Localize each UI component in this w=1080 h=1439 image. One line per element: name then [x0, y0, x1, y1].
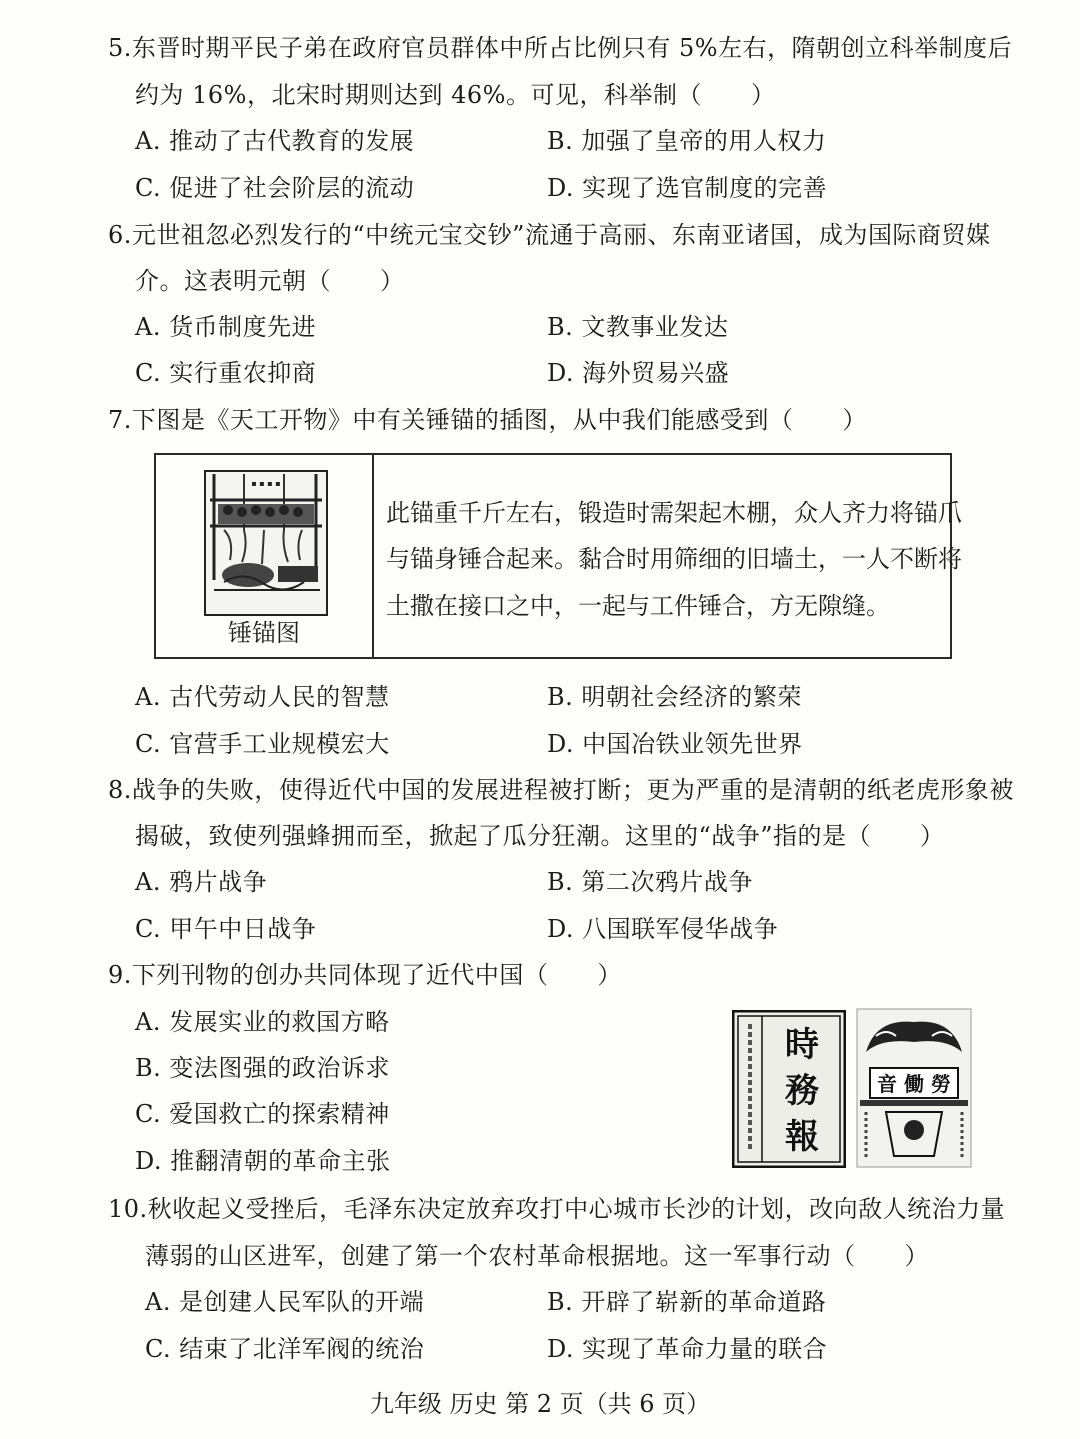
q8-option-a[interactable]: A. 鸦片战争: [135, 868, 268, 896]
q5-option-c[interactable]: C. 促进了社会阶层的流动: [135, 174, 415, 202]
q10-option-b[interactable]: B. 开辟了崭新的革命道路: [547, 1288, 827, 1316]
shiwubao-title-char2: 務: [785, 1071, 819, 1111]
figure-divider: [372, 455, 374, 657]
q10-stem-text: 秋收起义受挫后，毛泽东决定放弃攻打中心城市长沙的计划，改向敌人统治力量: [147, 1195, 1006, 1223]
q6-option-c[interactable]: C. 实行重农抑商: [135, 359, 317, 387]
q8-option-b[interactable]: B. 第二次鸦片战争: [547, 868, 753, 896]
q9-option-a[interactable]: A. 发展实业的救国方略: [135, 1008, 390, 1036]
figure-text-line2: 与锚身锤合起来。黏合时用筛细的旧墙土，一人不断将: [386, 545, 962, 573]
svg-text:▪ ▪ ▪ ▪: ▪ ▪ ▪ ▪: [251, 479, 281, 488]
q10-stem-line2: 薄弱的山区进军，创建了第一个农村革命根据地。这一军事行动（ ）: [145, 1242, 929, 1270]
q10-stem-line1: [108, 1193, 1005, 1225]
q9-number: 9.: [108, 961, 132, 989]
q6-number: 6.: [108, 221, 132, 249]
q10-option-d[interactable]: D. 实现了革命力量的联合: [547, 1335, 828, 1363]
q8-number: 8.: [108, 776, 132, 804]
laodongyin-title: 音 働 勞: [877, 1072, 951, 1096]
page-footer: 九年级 历史 第 2 页（共 6 页）: [369, 1390, 711, 1418]
q7-stem-text: 下图是《天工开物》中有关锤锚的插图，从中我们能感受到（ ）: [131, 406, 867, 434]
q9-stem-line1: [108, 959, 622, 991]
figure-text-line3: 土撒在接口之中，一起与工件锤合，方无隙缝。: [386, 592, 890, 620]
q8-stem-text: 战争的失败，使得近代中国的发展进程被打断；更为严重的是清朝的纸老虎形象被: [131, 776, 1014, 804]
q5-option-d[interactable]: D. 实现了选官制度的完善: [547, 174, 828, 202]
q5-option-a[interactable]: A. 推动了古代教育的发展: [135, 127, 415, 155]
shiwubao-title-char3: 報: [785, 1117, 819, 1157]
q7-figure-box: [154, 453, 962, 659]
q10-option-c[interactable]: C. 结束了北洋军阀的统治: [145, 1335, 425, 1363]
q7-option-d[interactable]: D. 中国冶铁业领先世界: [547, 730, 803, 758]
figure-caption: 锤锚图: [228, 619, 300, 647]
laodongyin-newspaper-image: [856, 1008, 972, 1168]
q6-option-b[interactable]: B. 文教事业发达: [547, 313, 729, 341]
q8-option-c[interactable]: C. 甲午中日战争: [135, 915, 317, 943]
q7-option-c[interactable]: C. 官营手工业规模宏大: [135, 730, 390, 758]
q7-stem-line1: [108, 404, 867, 436]
q5-number: 5.: [108, 34, 132, 62]
q5-stem-line1: [108, 32, 1012, 64]
q8-stem-line1: [108, 774, 1014, 806]
q6-stem-line2: 介。这表明元朝（ ）: [135, 267, 405, 295]
q9-option-c[interactable]: C. 爱国救亡的探索精神: [135, 1100, 390, 1128]
q9-stem-text: 下列刊物的创办共同体现了近代中国（ ）: [131, 961, 622, 989]
q7-number: 7.: [108, 406, 132, 434]
q6-option-d[interactable]: D. 海外贸易兴盛: [547, 359, 730, 387]
q5-stem-text: 东晋时期平民子弟在政府官员群体中所占比例只有 5%左右，隋朝创立科举制度后: [131, 34, 1013, 62]
q9-option-d[interactable]: D. 推翻清朝的革命主张: [135, 1147, 391, 1175]
q6-stem-text: 元世祖忽必烈发行的“中统元宝交钞”流通于高丽、东南亚诸国，成为国际商贸媒: [131, 221, 991, 249]
q6-option-a[interactable]: A. 货币制度先进: [135, 313, 317, 341]
q8-stem-line2: 揭破，致使列强蜂拥而至，掀起了瓜分狂潮。这里的“战争”指的是（ ）: [135, 822, 945, 850]
anchor-forging-illustration: [204, 470, 328, 616]
q6-stem-line1: [108, 219, 990, 251]
q7-option-a[interactable]: A. 古代劳动人民的智慧: [135, 683, 390, 711]
q10-number: 10.: [108, 1195, 148, 1223]
shiwubao-newspaper-image: [732, 1010, 846, 1168]
q9-option-b[interactable]: B. 变法图强的政治诉求: [135, 1054, 390, 1082]
q5-option-b[interactable]: B. 加强了皇帝的用人权力: [547, 127, 827, 155]
q10-option-a[interactable]: A. 是创建人民军队的开端: [145, 1288, 425, 1316]
q8-option-d[interactable]: D. 八国联军侵华战争: [547, 915, 779, 943]
shiwubao-title-char1: 時: [785, 1025, 819, 1065]
q5-stem-line2: 约为 16%，北宋时期则达到 46%。可见，科举制（ ）: [135, 81, 776, 109]
figure-text-line1: 此锚重千斤左右，锻造时需架起木棚，众人齐力将锚爪: [386, 499, 962, 527]
q7-option-b[interactable]: B. 明朝社会经济的繁荣: [547, 683, 802, 711]
